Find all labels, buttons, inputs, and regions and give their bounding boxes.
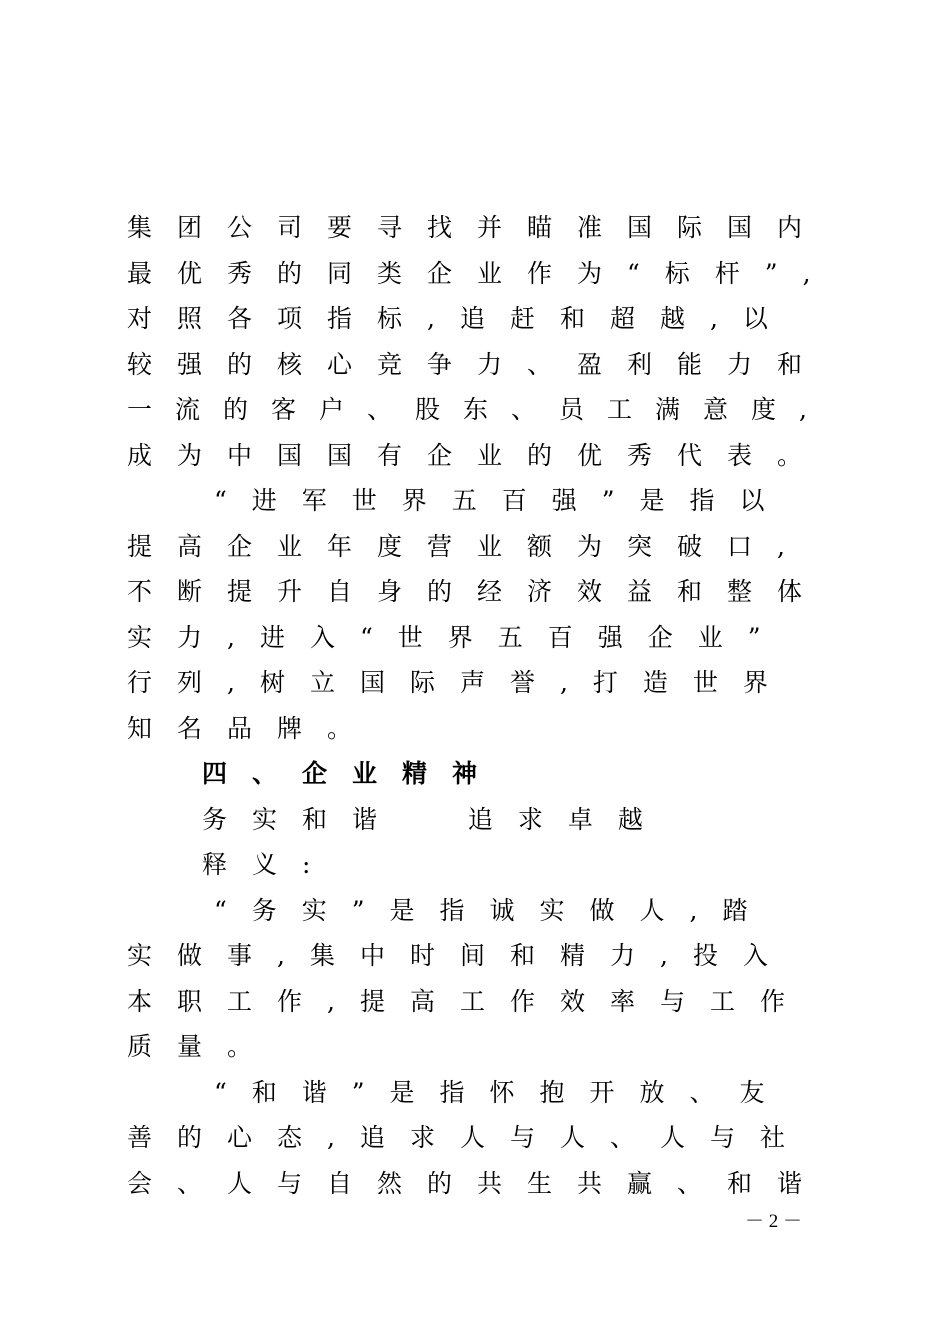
text-line: 较强的核心竞争力、盈利能力和 bbox=[127, 350, 828, 379]
text-line: 会、人与自然的共生共赢、和谐 bbox=[127, 1169, 828, 1198]
text-line: 成为中国国有企业的优秀代表。 bbox=[127, 441, 828, 470]
text-line: 释义: bbox=[202, 850, 336, 879]
text-line: 一流的客户、股东、员工满意度, bbox=[127, 395, 830, 424]
text-line: “和谐”是指怀抱开放、友 bbox=[214, 1078, 790, 1107]
text-line: “进军世界五百强”是指以 bbox=[214, 486, 790, 515]
text-line: 质量。 bbox=[127, 1032, 278, 1061]
text-line: 本职工作,提高工作效率与工作 bbox=[127, 987, 810, 1016]
text-line: 最优秀的同类企业作为“标杆”, bbox=[127, 259, 836, 288]
text-line: 实做事,集中时间和精力,投入 bbox=[127, 941, 793, 970]
text-line: 行列,树立国际声誉,打造世界 bbox=[127, 668, 793, 697]
text-line: 集团公司要寻找并瞄准国际国内 bbox=[127, 213, 828, 242]
text-line: 知名品牌。 bbox=[127, 714, 378, 743]
text-line: 对照各项指标,追赶和超越,以 bbox=[127, 304, 793, 333]
text-line: 提高企业年度营业额为突破口, bbox=[127, 532, 810, 561]
slogan-line: 务实和谐 追求卓越 bbox=[202, 805, 668, 834]
page-number: － 2 － bbox=[745, 1211, 803, 1232]
section-heading: 四、企业精神 bbox=[202, 759, 503, 788]
text-line: 实力,进入“世界五百强企业” bbox=[127, 623, 786, 652]
text-line: 不断提升自身的经济效益和整体 bbox=[127, 577, 828, 606]
text-line: 善的心态,追求人与人、人与社 bbox=[127, 1123, 810, 1152]
text-line: “务实”是指诚实做人,踏 bbox=[214, 896, 773, 925]
